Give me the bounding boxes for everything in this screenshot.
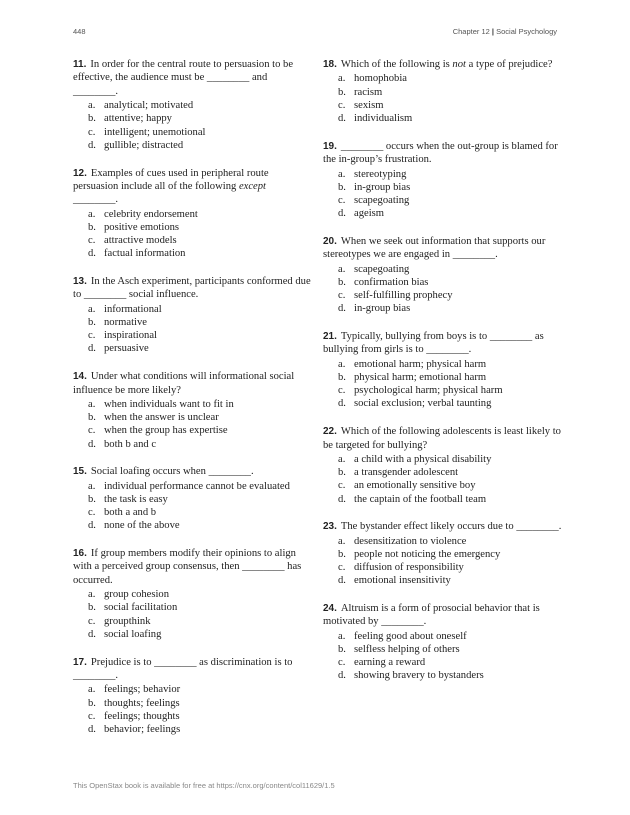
question-text: Prejudice is to ________ as discrimination is to ________. (73, 656, 293, 681)
option-letter: b. (338, 86, 346, 98)
answer-option (323, 453, 563, 466)
option-text: ageism (354, 208, 385, 220)
answer-option (73, 139, 313, 152)
answer-option (73, 342, 313, 355)
option-text: a transgender adolescent (354, 467, 459, 479)
answer-option (73, 411, 313, 424)
option-letter: a. (88, 100, 96, 112)
option-text: physical harm; emotional harm (354, 371, 487, 383)
option-text: scapegoating (354, 194, 410, 206)
answer-option (323, 630, 563, 643)
answer-option (323, 194, 563, 207)
question-item (73, 167, 313, 261)
answer-options (323, 630, 563, 683)
question-stem (323, 140, 563, 167)
answer-option (73, 99, 313, 112)
option-text: informational (104, 303, 162, 315)
question-number: 23. (323, 521, 337, 533)
answer-options (323, 358, 563, 411)
answer-option (323, 207, 563, 220)
answer-option (73, 303, 313, 316)
option-letter: a. (338, 73, 346, 85)
option-text: homophobia (354, 73, 407, 85)
question-item (323, 140, 563, 221)
answer-options (323, 168, 563, 221)
answer-options (73, 398, 313, 451)
right-column (323, 58, 563, 697)
option-letter: d. (338, 670, 346, 682)
option-letter: b. (88, 221, 96, 233)
option-text: in-group bias (354, 303, 411, 315)
question-item (73, 547, 313, 641)
answer-option (323, 112, 563, 125)
option-text: individual performance cannot be evaluated (104, 480, 290, 492)
answer-option (323, 181, 563, 194)
answer-options (73, 480, 313, 533)
option-letter: d. (88, 248, 96, 260)
running-header (453, 27, 557, 36)
option-text: celebrity endorsement (104, 208, 198, 220)
option-letter: a. (88, 589, 96, 601)
question-text: When we seek out information that supports our stereotypes we are engaged in ________. (323, 235, 546, 261)
option-text: positive emotions (104, 221, 180, 233)
option-letter: c. (338, 562, 346, 574)
option-text: social facilitation (104, 602, 178, 614)
option-text: stereotyping (354, 168, 407, 180)
page-number: 448 (73, 27, 86, 36)
answer-option (73, 234, 313, 247)
answer-option (323, 289, 563, 302)
answer-option (323, 168, 563, 181)
question-number: 14. (73, 371, 87, 383)
option-text: emotional insensitivity (354, 575, 451, 587)
option-text: feelings; thoughts (104, 710, 180, 722)
answer-option (73, 208, 313, 221)
option-letter: c. (88, 615, 96, 627)
question-stem (323, 520, 563, 533)
answer-option (73, 480, 313, 493)
option-letter: c. (338, 290, 346, 302)
option-text: group cohesion (104, 589, 170, 601)
option-letter: a. (338, 263, 346, 275)
header-separator: | (491, 27, 495, 36)
answer-option (73, 697, 313, 710)
answer-option (323, 561, 563, 574)
option-letter: c. (338, 99, 346, 111)
answer-option (73, 615, 313, 628)
option-text: social exclusion; verbal taunting (354, 398, 492, 410)
answer-option (323, 535, 563, 548)
option-text: self-fulfilling prophecy (354, 290, 453, 302)
question-number: 18. (323, 59, 337, 70)
answer-option (323, 466, 563, 479)
answer-option (73, 588, 313, 601)
answer-option (73, 723, 313, 736)
answer-option (73, 438, 313, 451)
option-letter: d. (88, 723, 96, 735)
option-letter: a. (338, 630, 346, 642)
option-letter: b. (338, 643, 346, 655)
option-letter: b. (88, 317, 96, 329)
answer-option (323, 384, 563, 397)
option-text: psychological harm; physical harm (354, 385, 503, 397)
left-column (73, 58, 313, 751)
option-letter: d. (338, 303, 346, 315)
answer-options (323, 72, 563, 125)
option-letter: c. (88, 126, 96, 138)
question-number: 24. (323, 602, 337, 614)
question-text: Social loafing occurs when ________. (90, 466, 254, 478)
question-number: 21. (323, 330, 337, 342)
question-stem (323, 425, 563, 452)
question-item (73, 465, 313, 532)
question-item (323, 520, 563, 587)
option-text: people not noticing the emergency (354, 548, 501, 560)
option-letter: d. (338, 208, 346, 220)
answer-option (323, 86, 563, 99)
answer-options (323, 453, 563, 506)
question-item (73, 656, 313, 737)
option-letter: d. (88, 438, 96, 450)
option-letter: c. (338, 480, 346, 492)
option-letter: d. (88, 139, 96, 151)
option-text: thoughts; feelings (104, 697, 180, 709)
answer-options (73, 683, 313, 736)
option-letter: d. (88, 628, 96, 640)
answer-option (323, 276, 563, 289)
question-item (323, 602, 563, 683)
option-text: when the answer is unclear (104, 412, 219, 424)
answer-options (73, 208, 313, 261)
option-letter: c. (88, 507, 96, 519)
option-text: persuasive (104, 343, 149, 355)
question-item (323, 235, 563, 316)
answer-options (323, 535, 563, 588)
question-item (323, 58, 563, 125)
answer-option (73, 519, 313, 532)
question-text: ________. (73, 194, 119, 206)
option-text: desensitization to violence (354, 535, 467, 547)
question-number: 13. (73, 276, 87, 288)
option-text: gullible; distracted (104, 139, 184, 151)
option-text: individualism (354, 113, 413, 125)
option-text: when individuals want to fit in (104, 399, 234, 410)
option-text: diffusion of responsibility (354, 562, 464, 574)
question-number: 22. (323, 426, 337, 438)
question-number: 17. (73, 656, 87, 668)
option-text: behavior; feelings (104, 723, 181, 735)
option-letter: b. (88, 602, 96, 614)
option-text: the task is easy (104, 493, 168, 505)
question-stem (323, 602, 563, 629)
answer-option (323, 493, 563, 506)
option-letter: a. (338, 168, 346, 180)
question-item (323, 330, 563, 411)
option-letter: a. (88, 399, 96, 410)
option-letter: d. (338, 113, 346, 125)
option-text: selfless helping of others (354, 643, 460, 655)
option-text: groupthink (104, 615, 151, 627)
option-letter: c. (88, 710, 96, 722)
answer-option (323, 479, 563, 492)
answer-options (73, 99, 313, 152)
answer-option (73, 506, 313, 519)
answer-option (73, 710, 313, 723)
question-number: 16. (73, 548, 87, 560)
question-item (73, 275, 313, 356)
option-letter: b. (88, 412, 96, 424)
option-letter: b. (338, 181, 346, 193)
answer-option (73, 329, 313, 342)
option-text: intelligent; unemotional (104, 126, 206, 138)
option-text: confirmation bias (354, 276, 429, 288)
question-number: 19. (323, 140, 337, 152)
option-text: an emotionally sensitive boy (354, 480, 476, 492)
option-text: none of the above (104, 520, 180, 532)
option-text: the captain of the football team (354, 493, 487, 505)
answer-option (323, 397, 563, 410)
option-letter: b. (338, 371, 346, 383)
option-letter: c. (88, 330, 96, 342)
chapter-label: Chapter 12 (452, 27, 490, 36)
option-text: normative (104, 317, 147, 329)
option-text: in-group bias (354, 181, 411, 193)
question-stem (73, 465, 313, 478)
question-emphasis: not (452, 59, 466, 70)
answer-option (73, 316, 313, 329)
question-item (73, 58, 313, 152)
option-text: attentive; happy (104, 113, 172, 125)
option-text: both b and c (104, 438, 157, 450)
answer-option (323, 574, 563, 587)
question-item (73, 370, 313, 451)
answer-option (323, 358, 563, 371)
answer-option (323, 72, 563, 85)
option-text: both a and b (104, 507, 157, 519)
option-letter: d. (88, 343, 96, 355)
option-letter: a. (88, 208, 96, 220)
question-text: Typically, bullying from boys is to ________ as bullying from girls is to ________. (323, 330, 544, 356)
option-text: feelings; behavior (104, 684, 181, 696)
option-text: factual information (104, 248, 186, 260)
question-text: In order for the central route to persuasion to be effective, the audience must be ________ and ________. (73, 59, 294, 97)
question-number: 12. (73, 167, 87, 179)
question-stem (323, 58, 563, 71)
option-text: when the group has expertise (104, 425, 228, 437)
option-letter: c. (338, 385, 346, 397)
answer-option (73, 683, 313, 696)
answer-option (323, 263, 563, 276)
answer-options (73, 303, 313, 356)
option-letter: b. (88, 697, 96, 709)
option-text: emotional harm; physical harm (354, 358, 487, 370)
answer-option (73, 601, 313, 614)
section-label: Social Psychology (496, 27, 557, 36)
option-text: sexism (354, 99, 384, 111)
question-stem (73, 370, 313, 397)
option-letter: d. (338, 493, 346, 505)
question-stem (323, 330, 563, 357)
question-number: 11. (73, 59, 87, 70)
question-text: In the Asch experiment, participants conformed due to ________ social influence. (73, 276, 311, 301)
question-text: a type of prejudice? (465, 59, 553, 70)
option-text: inspirational (104, 330, 157, 342)
question-stem (323, 235, 563, 262)
option-letter: c. (338, 194, 346, 206)
question-text: Which of the following is (340, 59, 453, 70)
option-text: social loafing (104, 628, 162, 640)
option-letter: b. (88, 493, 96, 505)
answer-option (73, 628, 313, 641)
option-letter: a. (338, 358, 346, 370)
answer-option (323, 643, 563, 656)
question-text: If group members modify their opinions to align with a perceived group consensus, then ________ has occurred. (73, 548, 302, 586)
answer-options (73, 588, 313, 641)
option-letter: c. (88, 235, 96, 247)
answer-option (323, 99, 563, 112)
option-text: racism (354, 86, 383, 98)
question-emphasis: except (238, 180, 266, 192)
answer-option (323, 302, 563, 315)
option-text: earning a reward (354, 657, 426, 669)
answer-option (323, 371, 563, 384)
option-text: a child with a physical disability (354, 453, 492, 465)
answer-option (73, 493, 313, 506)
answer-option (73, 126, 313, 139)
question-text: Which of the following adolescents is least likely to be targeted for bullying? (323, 426, 561, 451)
option-letter: b. (338, 548, 346, 560)
option-letter: c. (88, 425, 96, 437)
option-text: attractive models (104, 235, 177, 247)
option-text: feeling good about oneself (354, 630, 467, 642)
question-text: The bystander effect likely occurs due to ________. (340, 521, 562, 533)
option-letter: b. (338, 467, 346, 479)
answer-option (323, 656, 563, 669)
answer-option (73, 424, 313, 437)
answer-options (323, 263, 563, 316)
option-letter: d. (338, 575, 346, 587)
question-stem (73, 275, 313, 302)
answer-option (323, 548, 563, 561)
option-letter: a. (88, 684, 96, 696)
question-stem (73, 547, 313, 587)
question-stem (73, 167, 313, 207)
question-text: Under what conditions will informational social influence be more likely? (73, 371, 295, 396)
option-letter: a. (338, 453, 346, 465)
option-text: showing bravery to bystanders (354, 670, 484, 682)
footer-note: This OpenStax book is available for free at https://cnx.org/content/col11629/1.5 (73, 781, 335, 790)
option-text: scapegoating (354, 263, 410, 275)
option-letter: b. (88, 113, 96, 125)
option-letter: d. (338, 398, 346, 410)
option-letter: a. (88, 480, 96, 492)
answer-option (73, 247, 313, 260)
option-letter: a. (88, 303, 96, 315)
question-stem (73, 58, 313, 98)
option-letter: c. (338, 657, 346, 669)
question-text: ________ occurs when the out-group is blamed for the in-group’s frustration. (323, 140, 558, 166)
option-letter: b. (338, 276, 346, 288)
option-text: analytical; motivated (104, 100, 194, 112)
answer-option (73, 398, 313, 411)
answer-option (323, 669, 563, 682)
option-letter: a. (338, 535, 346, 547)
question-stem (73, 656, 313, 683)
question-text: Examples of cues used in peripheral route persuasion include all of the following (73, 167, 269, 192)
question-item (323, 425, 563, 506)
answer-option (73, 221, 313, 234)
answer-option (73, 112, 313, 125)
question-text: Altruism is a form of prosocial behavior that is motivated by ________. (323, 602, 540, 628)
question-number: 20. (323, 235, 337, 247)
option-letter: d. (88, 520, 96, 532)
question-number: 15. (73, 466, 87, 478)
